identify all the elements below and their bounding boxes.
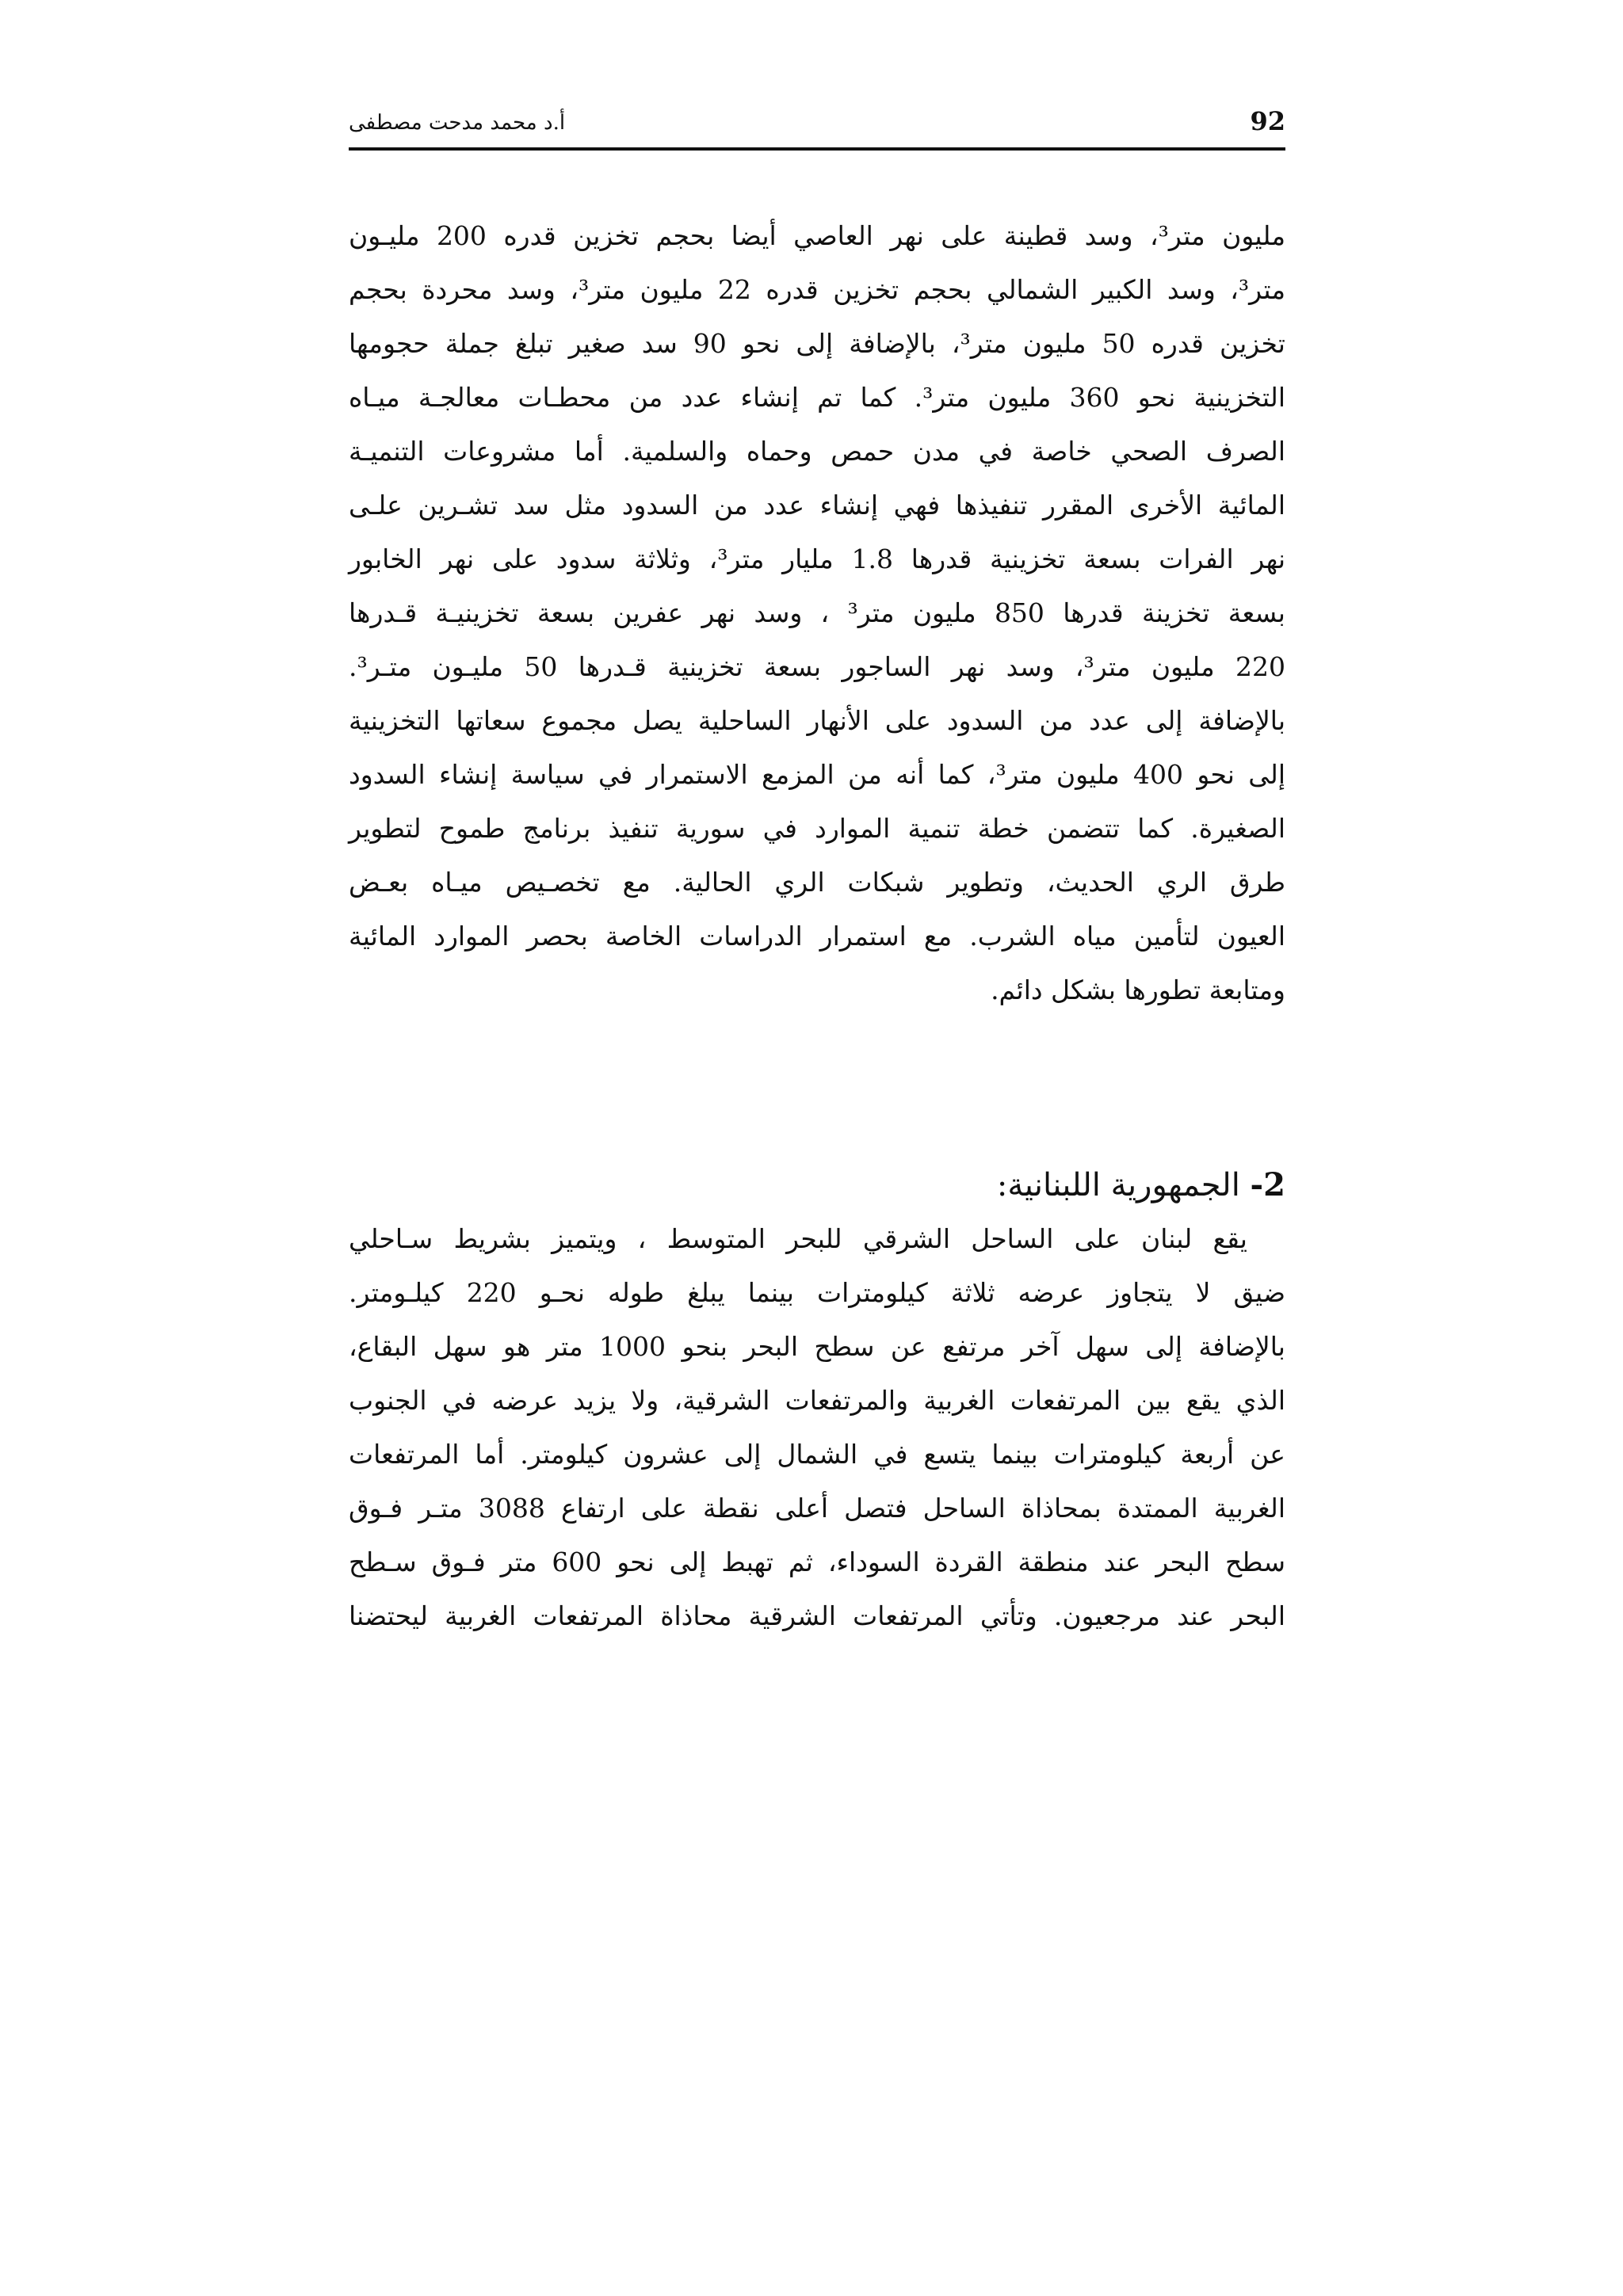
paragraph-line: الذي يقع بين المرتفعات الغربية والمرتفعات الشرقية، ولا يزيد عرضه في الجنوب <box>349 1385 1285 1416</box>
paragraph-line: المائية الأخرى المقرر تنفيذها فهي إنشاء عدد من السدود مثل سد تشـرين علـى <box>349 490 1285 521</box>
paragraph-line: ضيق لا يتجاوز عرضه ثلاثة كيلومترات بينما يبلغ طوله نحـو 220 كيلـومتر. <box>349 1277 1285 1308</box>
paragraph-line: بالإضافة إلى سهل آخر مرتفع عن سطح البحر بنحو 1000 متر هو سهل البقاع، <box>349 1331 1285 1362</box>
paragraph-line: متر³، وسد الكبير الشمالي بحجم تخزين قدره 22 مليون متر³، وسد محردة بحجم <box>349 274 1285 305</box>
paragraph-line: تخزين قدره 50 مليون متر³، بالإضافة إلى نحو 90 سد صغير تبلغ جملة حجومها <box>349 328 1285 359</box>
paragraph-line: البحر عند مرجعيون. وتأتي المرتفعات الشرقية محاذاة المرتفعات الغربية ليحتضنا <box>349 1600 1285 1631</box>
paragraph-line: إلى نحو 400 مليون متر³، كما أنه من المزمع الاستمرار في سياسة إنشاء السدود <box>349 759 1285 790</box>
page-header <box>349 101 1285 149</box>
paragraph-line: العيون لتأمين مياه الشرب. مع استمرار الدراسات الخاصة بحصر الموارد المائية <box>349 921 1285 952</box>
paragraph-line: الصغيرة. كما تتضمن خطة تنمية الموارد في سورية تنفيذ برنامج طموح لتطوير <box>349 813 1285 844</box>
paragraph-line: بسعة تخزينة قدرها 850 مليون متر³ ، وسد نهر عفرين بسعة تخزينيـة قـدرها <box>349 597 1285 628</box>
paragraph-line: 220 مليون متر³، وسد نهر الساجور بسعة تخزينية قـدرها 50 مليـون متـر³. <box>349 651 1286 682</box>
header-author-title: أ.د محمد مدحت مصطفى <box>349 111 566 135</box>
paragraph-line: التخزينية نحو 360 مليون متر³. كما تم إنشاء عدد من محطـات معالجـة ميـاه <box>349 382 1286 413</box>
paragraph-line: الغربية الممتدة بمحاذاة الساحل فتصل أعلى نقطة على ارتفاع 3088 متـر فـوق <box>349 1493 1285 1524</box>
page-number: 92 <box>1250 106 1285 136</box>
section-heading-lebanon <box>349 1160 1285 1211</box>
paragraph-line: سطح البحر عند منطقة القردة السوداء، ثم تهبط إلى نحو 600 متر فـوق سـطح <box>349 1547 1285 1577</box>
paragraph-line: بالإضافة إلى عدد من السدود على الأنهار الساحلية يصل مجموع سعاتها التخزينية <box>349 705 1285 736</box>
paragraph-line: ومتابعة تطورها بشكل دائم. <box>991 974 1285 1005</box>
paragraph-syria-water-projects <box>349 209 1285 1017</box>
paragraph-line: طرق الري الحديث، وتطوير شبكات الري الحالية. مع تخصـيص ميـاه بعـض <box>349 867 1285 898</box>
header-divider <box>349 147 1285 151</box>
paragraph-lebanon-geography <box>349 1212 1285 1643</box>
section-number: 2- <box>1250 1166 1285 1203</box>
paragraph-line: مليون متر³، وسد قطينة على نهر العاصي أيضا بحجم تخزين قدره 200 مليـون <box>349 220 1285 251</box>
section-title: الجمهورية اللبنانية: <box>996 1167 1240 1203</box>
paragraph-line: نهر الفرات بسعة تخزينية قدرها 1.8 مليار متر³، وثلاثة سدود على نهر الخابور <box>349 543 1286 574</box>
paragraph-line: يقع لبنان على الساحل الشرقي للبحر المتوسط ، ويتميز بشريط سـاحلي <box>349 1223 1247 1254</box>
paragraph-line: الصرف الصحي خاصة في مدن حمص وحماه والسلمية. أما مشروعات التنميـة <box>349 436 1285 467</box>
paragraph-line: عن أربعة كيلومترات بينما يتسع في الشمال إلى عشرون كيلومتر. أما المرتفعات <box>349 1439 1285 1470</box>
